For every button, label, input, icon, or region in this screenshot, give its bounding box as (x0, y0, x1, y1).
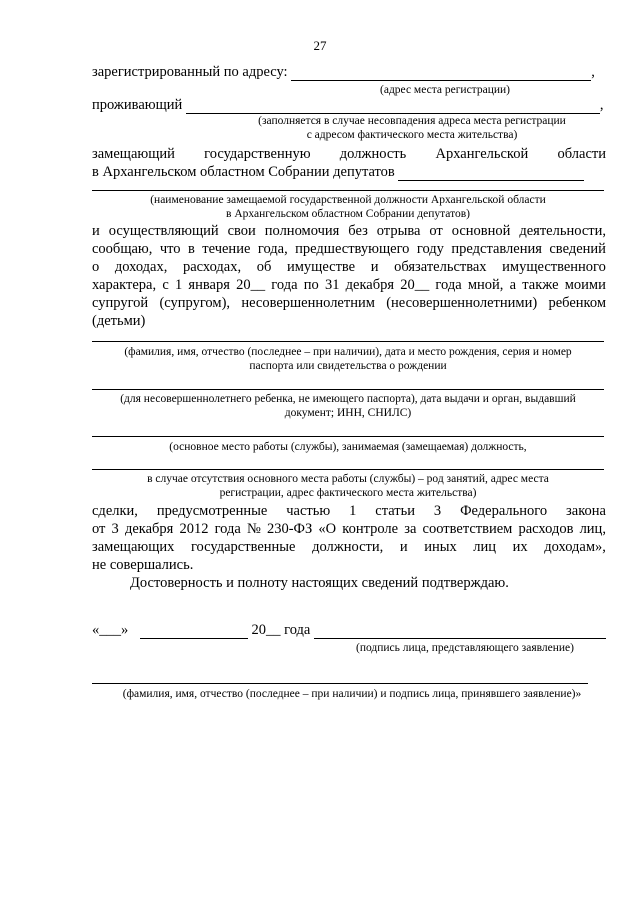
word: осуществляющий (108, 223, 219, 239)
paragraph-1-line-2 (92, 241, 606, 258)
registered-address-comma: , (591, 64, 595, 80)
word: лиц, (579, 521, 606, 537)
word: сообщаю, (92, 241, 153, 257)
position-word: должность (339, 146, 407, 162)
word: 20__ (236, 277, 266, 293)
paragraph-2-line-1 (92, 503, 606, 520)
registered-address-line (92, 64, 606, 81)
word: 20__ (400, 277, 430, 293)
receiver-caption: (фамилия, имя, отчество (последнее – при наличии) и подпись лица, принявшего заявление)» (122, 688, 582, 700)
word: от (429, 223, 443, 239)
date-signature-line (92, 622, 612, 639)
word: течение (202, 241, 251, 257)
word: также (522, 277, 559, 293)
word: декабря (124, 521, 174, 537)
registered-address-caption: (адрес места регистрации) (380, 84, 510, 96)
child-caption-1: (для несовершеннолетнего ребенка, не имеющего паспорта), дата выдачи и орган, выдавший (120, 393, 576, 405)
word: 3 (433, 503, 442, 519)
word: 31 (324, 277, 340, 293)
word: полномочия (264, 223, 340, 239)
signature-field[interactable] (314, 624, 606, 639)
residing-line (92, 97, 606, 114)
residing-comma: , (599, 97, 604, 113)
word: должности, (312, 539, 384, 555)
page-number: 27 (313, 38, 327, 53)
word: супругой (92, 295, 149, 311)
paragraph-2-line-3 (92, 539, 606, 556)
word: 2012 (179, 521, 209, 537)
word: мной, (467, 277, 504, 293)
word: (несовершеннолетними) (386, 295, 538, 311)
word: несовершеннолетним (241, 295, 375, 311)
residing-label: проживающий (92, 97, 183, 113)
word: замещающих (92, 539, 175, 555)
word: (супругом), (159, 295, 231, 311)
word: по (303, 277, 319, 293)
word: характера, (92, 277, 157, 293)
word: что (159, 241, 181, 257)
word: доходам», (544, 539, 606, 555)
fio-field[interactable] (92, 341, 604, 342)
assembly-field[interactable] (398, 166, 584, 181)
word: в (187, 241, 195, 257)
position-caption-1: (наименование замещаемой государственной должности Архангельской области (150, 194, 546, 206)
position-caption-2: в Архангельском областном Собрании депутатов) (226, 208, 470, 220)
word: 3 (111, 521, 119, 537)
paragraph-1-line-1 (92, 223, 606, 240)
paragraph-2-line-4: не совершались. (92, 557, 194, 573)
word: отрыва (376, 223, 421, 239)
paragraph-1-line-5 (92, 295, 606, 312)
date-year[interactable]: 20__ (251, 622, 281, 638)
fio-caption-2: паспорта или свидетельства о рождении (249, 360, 447, 372)
assembly-label: в Архангельском областном Собрании депутатов (92, 164, 395, 180)
no-work-caption-1: в случае отсутствия основного места работы (службы) – род занятий, адрес места (147, 473, 549, 485)
registered-address-field[interactable] (291, 66, 591, 81)
residing-field[interactable] (186, 99, 600, 114)
word: свои (227, 223, 256, 239)
word: сведений (549, 241, 606, 257)
word: представления (451, 241, 542, 257)
word: государственные (190, 539, 296, 555)
no-work-caption-2: регистрации, адрес фактического места жительства) (219, 487, 477, 499)
receiver-field[interactable] (92, 683, 588, 684)
word: их (512, 539, 528, 555)
position-word: Архангельской (435, 146, 529, 162)
word: а (509, 277, 517, 293)
word: частью (286, 503, 331, 519)
word: от (92, 521, 106, 537)
word: доходах, (114, 259, 168, 275)
child-caption-2: документ; ИНН, СНИЛС) (284, 407, 412, 419)
word: имущественного (502, 259, 606, 275)
word: 1 (349, 503, 357, 519)
child-document-field[interactable] (92, 389, 604, 390)
assembly-line (92, 164, 606, 181)
date-day[interactable]: «___» (92, 622, 129, 638)
word: № (246, 521, 261, 537)
word: 230-ФЗ (266, 521, 313, 537)
paragraph-2-line-2 (92, 521, 606, 538)
word: расходах, (182, 259, 242, 275)
position-name-field[interactable] (92, 190, 604, 191)
fio-caption-1: (фамилия, имя, отчество (последнее – при наличии), дата и место рождения, серия и номер (124, 346, 572, 358)
word: об (256, 259, 272, 275)
paragraph-1-line-6: (детьми) (92, 313, 146, 329)
word: лиц (473, 539, 497, 555)
word: без (348, 223, 368, 239)
word: имуществе (286, 259, 356, 275)
work-caption: (основное место работы (службы), занимаемая (замещаемая) должность, (169, 441, 527, 453)
word: и (92, 223, 100, 239)
word: года (435, 277, 462, 293)
word: года (271, 277, 298, 293)
word: «О (318, 521, 337, 537)
word: января (188, 277, 230, 293)
word: контроле (342, 521, 399, 537)
signature-caption: (подпись лица, представляющего заявление) (356, 642, 574, 654)
work-field[interactable] (92, 436, 604, 437)
word: деятельности, (519, 223, 606, 239)
word: обязательствах (394, 259, 487, 275)
word: моими (564, 277, 606, 293)
word: и (399, 539, 408, 555)
occupation-field[interactable] (92, 469, 604, 470)
word: года (214, 521, 241, 537)
word: основной (451, 223, 511, 239)
word: с (162, 277, 169, 293)
date-month-field[interactable] (140, 624, 248, 639)
date-year-word: года (284, 622, 311, 638)
registered-address-label: зарегистрированный по адресу: (92, 64, 288, 80)
position-word: области (557, 146, 606, 162)
word: расходов (518, 521, 574, 537)
word: и (370, 259, 379, 275)
word: декабря (345, 277, 395, 293)
position-word: замещающий (92, 146, 175, 162)
word: о (92, 259, 100, 275)
word: предшествующего (295, 241, 410, 257)
word: сделки, (92, 503, 138, 519)
word: статьи (375, 503, 415, 519)
word: Федерального (460, 503, 548, 519)
residing-caption-1: (заполняется в случае несовпадения адреса места регистрации (258, 115, 566, 127)
word: за (404, 521, 417, 537)
position-line (92, 146, 606, 163)
word: году (416, 241, 444, 257)
word: закона (566, 503, 606, 519)
word: иных (424, 539, 457, 555)
word: ребенком (548, 295, 606, 311)
word: 1 (174, 277, 183, 293)
paragraph-1-line-4 (92, 277, 606, 294)
residing-caption-2: с адресом фактического места жительства) (306, 129, 518, 141)
confirmation-statement: Достоверность и полноту настоящих сведений подтверждаю. (130, 575, 509, 591)
paragraph-1-line-3 (92, 259, 606, 276)
position-word: государственную (204, 146, 311, 162)
word: предусмотренные (156, 503, 268, 519)
word: соответствием (422, 521, 513, 537)
word: года, (257, 241, 288, 257)
